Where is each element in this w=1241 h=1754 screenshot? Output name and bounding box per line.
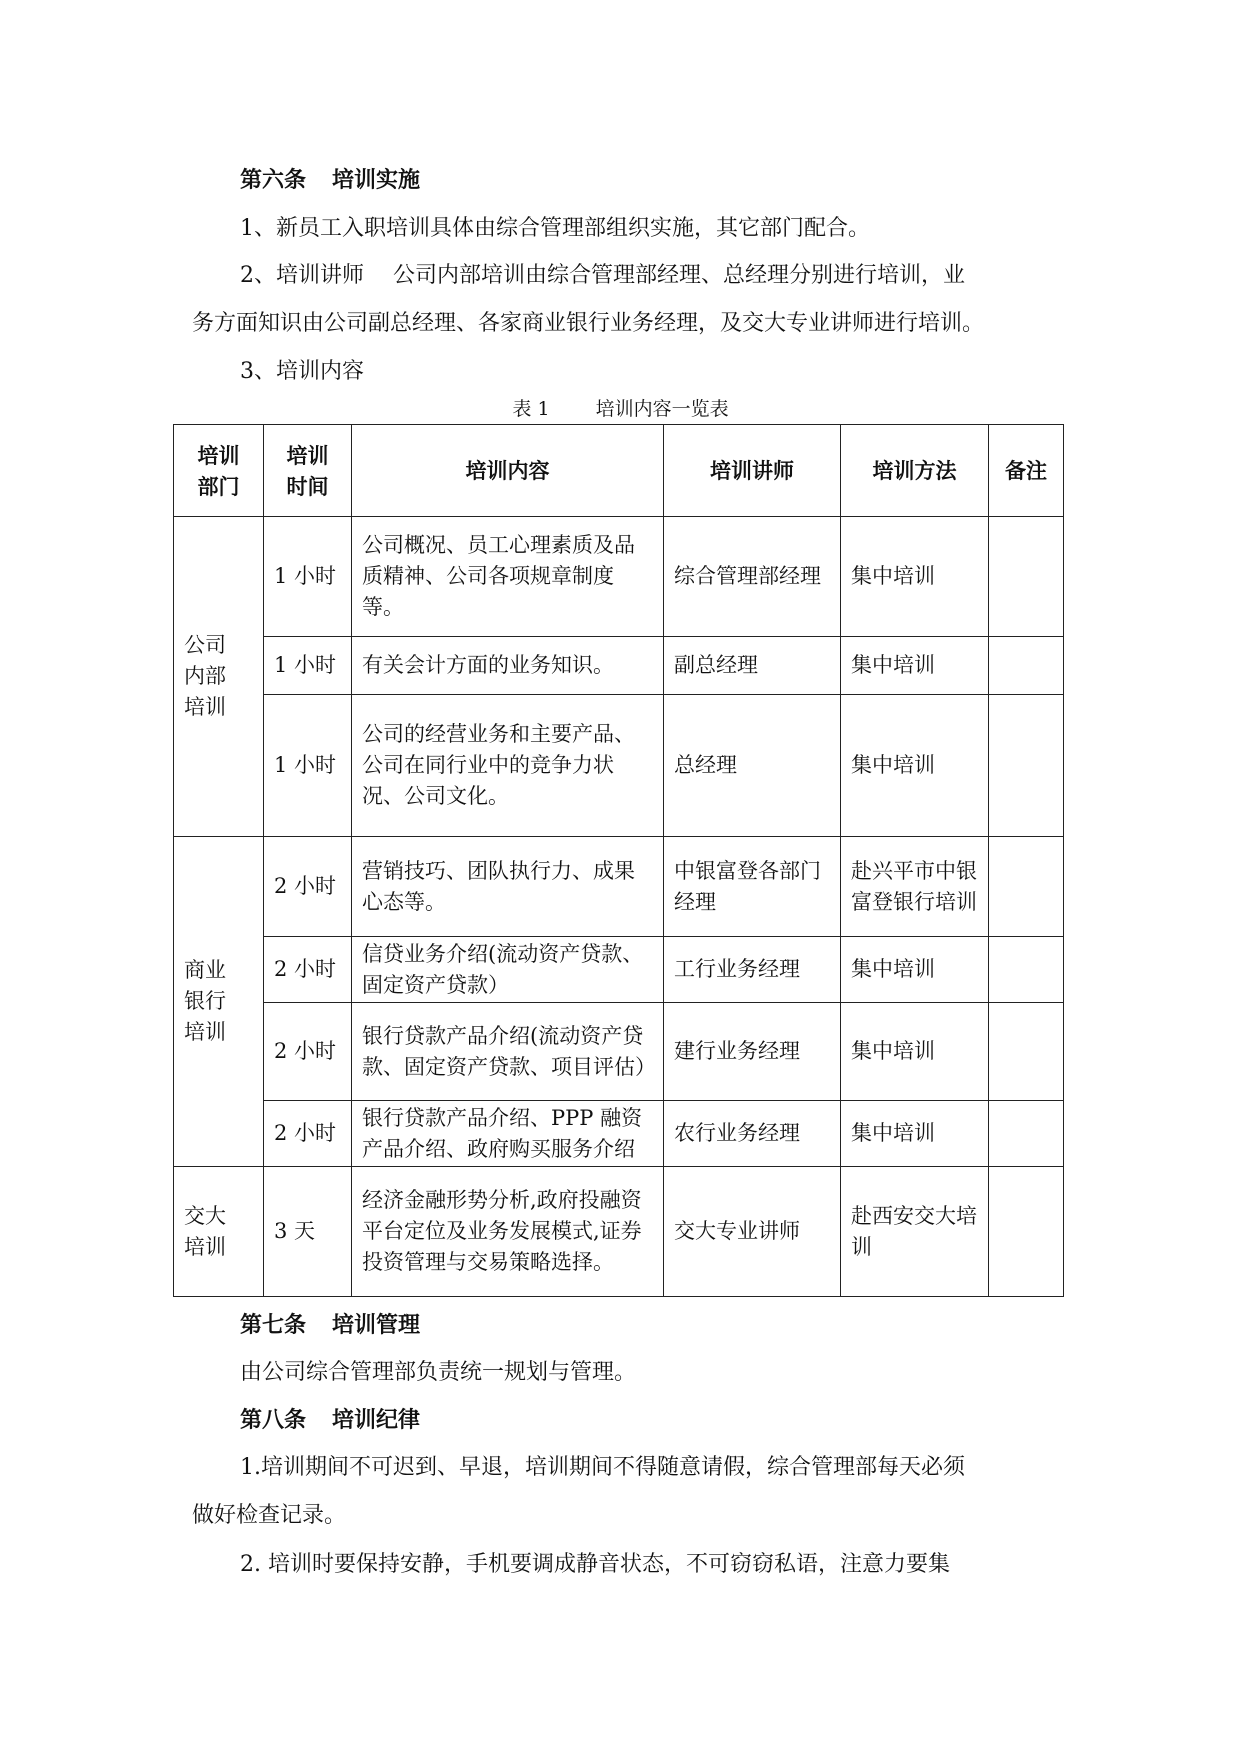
method-cell: 集中培训 <box>841 637 989 695</box>
teacher-cell: 农行业务经理 <box>664 1101 841 1167</box>
header-note: 备注 <box>989 425 1064 517</box>
method-cell: 集中培训 <box>841 1003 989 1101</box>
table-row <box>174 517 1064 637</box>
time-cell: 2 小时 <box>264 937 352 1003</box>
content-cell: 公司的经营业务和主要产品、公司在同行业中的竞争力状况、公司文化。 <box>352 695 664 837</box>
method-cell: 赴兴平市中银富登银行培训 <box>841 837 989 937</box>
method-cell: 集中培训 <box>841 517 989 637</box>
content-cell: 有关会计方面的业务知识。 <box>352 637 664 695</box>
header-dept: 培训部门 <box>174 425 264 517</box>
table-caption-title: 培训内容一览表 <box>595 398 729 420</box>
dept-cell: 交大培训 <box>174 1167 264 1297</box>
table-caption <box>0 398 1241 420</box>
paragraph-2-line-2: 务方面知识由公司副总经理、各家商业银行业务经理，及交大专业讲师进行培训。 <box>192 311 985 336</box>
content-cell: 营销技巧、团队执行力、成果心态等。 <box>352 837 664 937</box>
time-cell: 3 天 <box>264 1167 352 1297</box>
header-content: 培训内容 <box>352 425 664 517</box>
article-6-number: 第六条 <box>240 167 307 193</box>
table-row <box>174 1003 1064 1101</box>
content-cell: 公司概况、员工心理素质及品质精神、公司各项规章制度等。 <box>352 517 664 637</box>
table-row <box>174 1101 1064 1167</box>
article-8-number: 第八条 <box>240 1407 307 1433</box>
article-7-title: 培训管理 <box>332 1312 421 1338</box>
content-cell: 信贷业务介绍(流动资产贷款、固定资产贷款） <box>352 937 664 1003</box>
article-6-heading <box>240 168 1110 192</box>
method-cell: 集中培训 <box>841 1101 989 1167</box>
content-cell: 银行贷款产品介绍(流动资产贷款、固定资产贷款、项目评估） <box>352 1003 664 1101</box>
teacher-cell: 中银富登各部门经理 <box>664 837 841 937</box>
content-cell: 经济金融形势分析,政府投融资平台定位及业务发展模式,证券投资管理与交易策略选择。 <box>352 1167 664 1297</box>
article-8-title: 培训纪律 <box>332 1407 421 1433</box>
method-cell: 集中培训 <box>841 937 989 1003</box>
note-cell <box>989 517 1064 637</box>
table-row <box>174 937 1064 1003</box>
table-row <box>174 837 1064 937</box>
paragraph-1: 1、新员工入职培训具体由综合管理部组织实施，其它部门配合。 <box>240 216 870 241</box>
time-cell: 1 小时 <box>264 637 352 695</box>
note-cell <box>989 1167 1064 1297</box>
dept-cell: 商业银行培训 <box>174 837 264 1167</box>
article-8-paragraph-2: 2. 培训时要保持安静，手机要调成静音状态，不可窃窃私语，注意力要集 <box>240 1552 950 1577</box>
time-cell: 1 小时 <box>264 695 352 837</box>
article-8-paragraph-1-line-1: 1.培训期间不可迟到、早退，培训期间不得随意请假，综合管理部每天必须 <box>240 1455 965 1480</box>
paragraph-2-line-1: 2、培训讲师 公司内部培训由综合管理部经理、总经理分别进行培训，业 <box>240 263 965 288</box>
time-cell: 2 小时 <box>264 1003 352 1101</box>
teacher-cell: 工行业务经理 <box>664 937 841 1003</box>
note-cell <box>989 695 1064 837</box>
header-method: 培训方法 <box>841 425 989 517</box>
teacher-cell: 综合管理部经理 <box>664 517 841 637</box>
table-caption-number: 表 1 <box>512 398 550 420</box>
article-7-heading <box>240 1313 1110 1337</box>
note-cell <box>989 1101 1064 1167</box>
method-cell: 集中培训 <box>841 695 989 837</box>
training-table <box>173 424 1064 1297</box>
table-row <box>174 637 1064 695</box>
teacher-cell: 副总经理 <box>664 637 841 695</box>
method-cell: 赴西安交大培训 <box>841 1167 989 1297</box>
header-teacher: 培训讲师 <box>664 425 841 517</box>
note-cell <box>989 1003 1064 1101</box>
note-cell <box>989 937 1064 1003</box>
time-cell: 2 小时 <box>264 837 352 937</box>
table-row <box>174 1167 1064 1297</box>
dept-cell: 公司内部培训 <box>174 517 264 837</box>
article-7-number: 第七条 <box>240 1312 307 1338</box>
time-cell: 1 小时 <box>264 517 352 637</box>
teacher-cell: 建行业务经理 <box>664 1003 841 1101</box>
table-header-row <box>174 425 1064 517</box>
paragraph-3: 3、培训内容 <box>240 359 364 384</box>
article-8-heading <box>240 1408 1110 1432</box>
content-cell: 银行贷款产品介绍、PPP 融资产品介绍、政府购买服务介绍 <box>352 1101 664 1167</box>
article-8-paragraph-1-line-2: 做好检查记录。 <box>192 1503 347 1528</box>
teacher-cell: 总经理 <box>664 695 841 837</box>
teacher-cell: 交大专业讲师 <box>664 1167 841 1297</box>
time-cell: 2 小时 <box>264 1101 352 1167</box>
note-cell <box>989 637 1064 695</box>
article-7-body: 由公司综合管理部负责统一规划与管理。 <box>240 1360 637 1385</box>
table-row <box>174 695 1064 837</box>
header-time: 培训时间 <box>264 425 352 517</box>
note-cell <box>989 837 1064 937</box>
article-6-title: 培训实施 <box>332 167 421 193</box>
